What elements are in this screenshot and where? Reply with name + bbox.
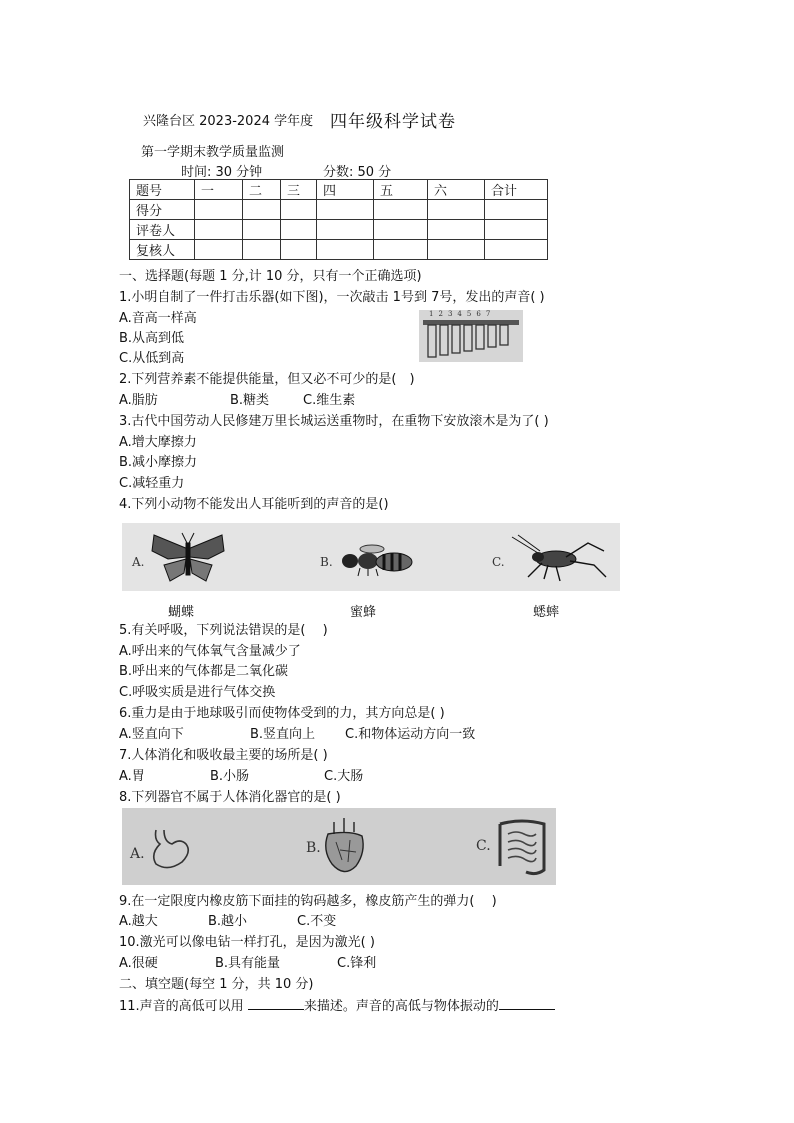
q7-stem: 7.人体消化和吸收最主要的场所是( ) (119, 748, 328, 763)
q2-option-a: A.脂肪 (119, 393, 158, 408)
q10-option-b: B.具有能量 (215, 956, 281, 971)
tube-instrument-image (419, 310, 523, 362)
q1-option-a: A.音高一样高 (119, 311, 197, 326)
q3-option-a: A.增大摩擦力 (119, 435, 197, 450)
q9-option-b: B.越小 (208, 914, 248, 929)
tube-numbers: 1234567 (429, 310, 496, 318)
q10-option-a: A.很硬 (119, 956, 158, 971)
score-cell[interactable] (374, 240, 428, 260)
q11-blank-1[interactable] (248, 997, 304, 1010)
table-row (130, 200, 548, 220)
fig-label-c: C. (476, 838, 491, 854)
fig-label-b: B. (306, 840, 321, 856)
score-cell[interactable] (281, 240, 317, 260)
q5-option-a: A.呼出来的气体氧气含量减少了 (119, 644, 301, 659)
fig-label-c: C. (492, 555, 505, 569)
q4-stem: 4.下列小动物不能发出人耳能听到的声音的是() (119, 497, 389, 512)
q10-stem: 10.激光可以像电钻一样打孔，是因为激光( ) (119, 935, 375, 950)
q1-stem: 1.小明自制了一件打击乐器(如下图)，一次敲击 1号到 7号，发出的声音( ) (119, 290, 545, 305)
row-label-grader: 评卷人 (130, 220, 195, 240)
exam-region-year: 兴隆台区 2023-2024 学年度 (143, 114, 314, 129)
score-cell[interactable] (317, 200, 374, 220)
score-cell[interactable] (243, 220, 281, 240)
q3-option-b: B.减小摩擦力 (119, 455, 198, 470)
q6-option-b: B.竖直向上 (250, 727, 316, 742)
q7-option-c: C.大肠 (324, 769, 364, 784)
q5-stem: 5.有关呼吸，下列说法错误的是( ) (119, 623, 328, 638)
butterfly-icon (148, 529, 228, 587)
insects-image (122, 523, 620, 591)
stomach-icon (146, 826, 196, 872)
score-cell[interactable] (428, 200, 485, 220)
exam-time: 时间: 30 分钟 (181, 165, 263, 180)
intestine-icon (496, 816, 548, 878)
score-cell[interactable] (281, 200, 317, 220)
q9-stem: 9.在一定限度内橡皮筋下面挂的钩码越多，橡皮筋产生的弹力( ) (119, 894, 497, 909)
table-header-cell: 题号 (130, 180, 195, 200)
score-cell[interactable] (195, 200, 243, 220)
score-cell[interactable] (243, 240, 281, 260)
exam-subtitle: 第一学期末教学质量监测 (141, 145, 285, 160)
q6-option-c: C.和物体运动方向一致 (345, 727, 476, 742)
score-cell[interactable] (428, 220, 485, 240)
q1-option-c: C.从低到高 (119, 351, 185, 366)
q3-option-c: C.减轻重力 (119, 476, 185, 491)
bee-icon (336, 543, 416, 577)
q9-option-c: C.不变 (297, 914, 337, 929)
fig-label-b: B. (320, 555, 333, 569)
organs-image (122, 808, 556, 885)
caption-cricket: 蟋蟀 (533, 605, 560, 620)
q7-option-b: B.小肠 (210, 769, 250, 784)
section2-heading: 二、填空题(每空 1 分，共 10 分) (119, 977, 314, 992)
score-cell[interactable] (428, 240, 485, 260)
q5-option-c: C.呼吸实质是进行气体交换 (119, 685, 276, 700)
q3-stem: 3.古代中国劳动人民修建万里长城运送重物时，在重物下安放滚木是为了( ) (119, 414, 549, 429)
score-table (129, 179, 548, 260)
q2-option-c: C.维生素 (303, 393, 356, 408)
table-header-cell: 六 (428, 180, 485, 200)
q11-text-part2: 来描述。声音的高低与物体振动的 (303, 999, 499, 1014)
caption-bee: 蜜蜂 (350, 605, 377, 620)
score-cell[interactable] (243, 200, 281, 220)
score-cell[interactable] (374, 220, 428, 240)
score-cell[interactable] (195, 220, 243, 240)
q5-option-b: B.呼出来的气体都是二氧化碳 (119, 664, 289, 679)
exam-score: 分数: 50 分 (323, 165, 392, 180)
score-cell[interactable] (195, 240, 243, 260)
table-header-cell: 四 (317, 180, 374, 200)
q11-text-part1: 11.声音的高低可以用 (119, 999, 248, 1014)
table-header-row (130, 180, 548, 200)
exam-title: 四年级科学试卷 (330, 112, 456, 132)
table-header-cell: 五 (374, 180, 428, 200)
q11-blank-2[interactable] (499, 997, 555, 1010)
fig-label-a: A. (132, 555, 145, 569)
table-header-cell: 三 (281, 180, 317, 200)
heart-icon (320, 816, 370, 880)
caption-butterfly: 蝴蝶 (168, 605, 195, 620)
table-header-cell: 一 (195, 180, 243, 200)
q10-option-c: C.锋利 (337, 956, 377, 971)
table-header-cell: 二 (243, 180, 281, 200)
q9-option-a: A.越大 (119, 914, 158, 929)
q2-stem: 2.下列营养素不能提供能量，但又必不可少的是( ) (119, 372, 415, 387)
table-row (130, 220, 548, 240)
score-cell[interactable] (281, 220, 317, 240)
q11-stem (119, 997, 555, 1016)
table-row (130, 240, 548, 260)
q6-stem: 6.重力是由于地球吸引而使物体受到的力，其方向总是( ) (119, 706, 445, 721)
cricket-icon (508, 533, 608, 585)
row-label-reviewer: 复核人 (130, 240, 195, 260)
score-cell[interactable] (317, 240, 374, 260)
score-cell[interactable] (317, 220, 374, 240)
row-label-score: 得分 (130, 200, 195, 220)
q6-option-a: A.竖直向下 (119, 727, 184, 742)
section1-heading: 一、选择题(每题 1 分,计 10 分，只有一个正确选项) (119, 269, 422, 284)
table-header-cell: 合计 (485, 180, 548, 200)
fig-label-a: A. (130, 846, 145, 862)
q8-stem: 8.下列器官不属于人体消化器官的是( ) (119, 790, 341, 805)
q7-option-a: A.胃 (119, 769, 145, 784)
score-cell[interactable] (485, 220, 548, 240)
q2-option-b: B.糖类 (230, 393, 270, 408)
score-cell[interactable] (374, 200, 428, 220)
score-cell[interactable] (485, 240, 548, 260)
q1-option-b: B.从高到低 (119, 331, 185, 346)
score-cell[interactable] (485, 200, 548, 220)
